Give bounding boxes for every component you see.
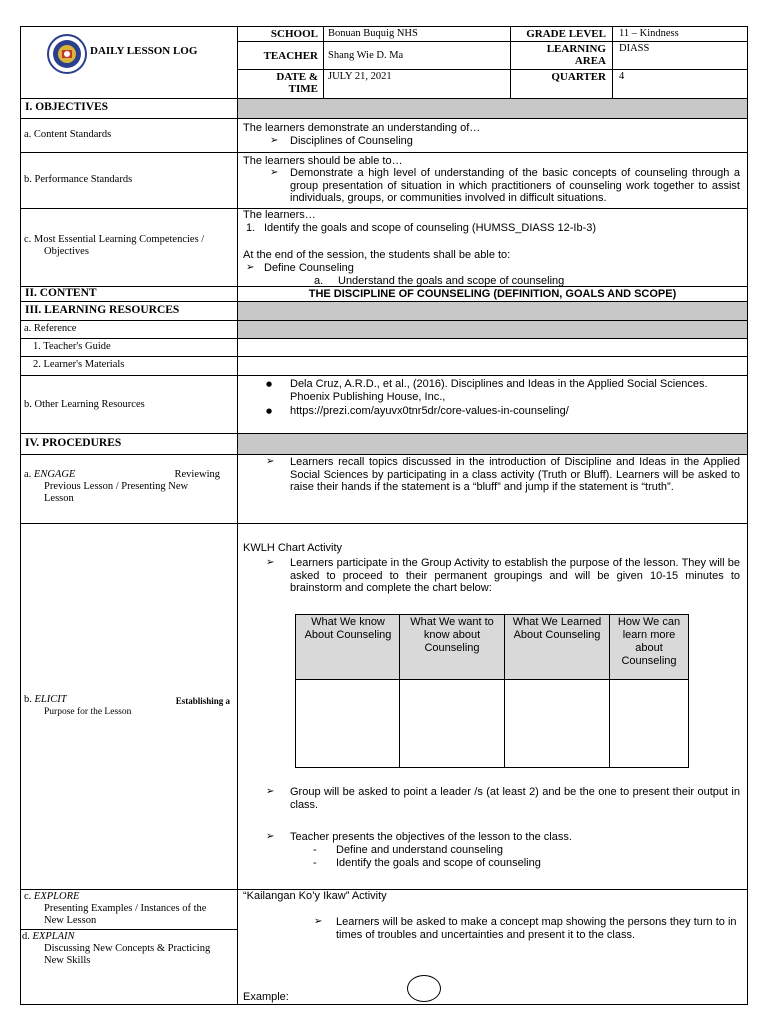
arrow-bullet-icon: ➢	[266, 456, 275, 467]
reference-shade	[237, 320, 747, 338]
explore-desc: Presenting Examples / Instances of the	[44, 903, 207, 914]
arrow-bullet-icon: ➢	[246, 262, 255, 273]
elicit-desc: Establishing a	[175, 696, 230, 706]
explain-label	[22, 931, 210, 967]
content-standards-label: a. Content Standards	[24, 129, 112, 140]
row-line	[20, 320, 748, 321]
engage-desc: Lesson	[44, 493, 74, 504]
content-title: THE DISCIPLINE OF COUNSELING (DEFINITION, GOALS AND SCOPE)	[308, 288, 677, 300]
kwlh-header-want: What We want to know about Counseling	[410, 616, 494, 654]
kwlh-title: KWLH Chart Activity	[243, 542, 343, 554]
table-border-right	[747, 26, 748, 1005]
row-line	[20, 523, 748, 524]
competencies-label-line: Objectives	[44, 246, 89, 257]
arrow-bullet-icon: ➢	[314, 916, 323, 927]
teachers-guide-label: 1. Teacher's Guide	[33, 341, 111, 352]
arrow-bullet-icon: ➢	[266, 831, 275, 842]
table-top-border	[20, 26, 748, 27]
arrow-bullet-icon: ➢	[266, 786, 275, 797]
area-label-line: AREA	[574, 55, 606, 67]
arrow-bullet-icon: ➢	[266, 557, 275, 568]
competency-intro: The learners…	[243, 209, 316, 221]
row-line	[20, 433, 748, 434]
area-value: DIASS	[619, 43, 650, 54]
header-col-line	[323, 26, 324, 99]
row-line	[20, 356, 748, 357]
header-col-line	[510, 26, 511, 99]
row-line	[20, 338, 748, 339]
explore-label	[24, 891, 206, 927]
group-text: Group will be asked to point a leader /s (at least 2) and be the one to present their output in class.	[290, 786, 740, 811]
session-intro: At the end of the session, the students shall be able to:	[243, 249, 511, 261]
elicit-name: ELICIT	[34, 694, 67, 705]
procedures-heading-shade	[237, 434, 747, 454]
kwlh-col-divider	[504, 615, 505, 767]
row-line	[20, 208, 748, 209]
session-sub-item: Understand the goals and scope of counseling	[338, 275, 565, 287]
kwlh-col-divider	[399, 615, 400, 767]
content-heading: II. CONTENT	[25, 287, 97, 299]
elicit-desc: Purpose for the Lesson	[44, 707, 132, 717]
row-line	[20, 1004, 748, 1005]
label-column-divider	[237, 26, 238, 1005]
kwlh-col-divider	[609, 615, 610, 767]
session-sub-marker: a.	[314, 275, 324, 287]
grade-value: 11 – Kindness	[619, 28, 679, 39]
performance-standards-intro: The learners should be able to…	[243, 155, 403, 167]
deped-seal-icon	[47, 34, 87, 74]
area-label	[512, 43, 606, 67]
row-line	[20, 118, 748, 119]
engage-name: ENGAGE	[33, 469, 76, 480]
activity-text: Learners will be asked to make a concept map showing the persons they turn to in times of troubles and uncertainties and present it to the class.	[336, 916, 737, 941]
engage-label	[24, 469, 220, 505]
engage-desc: Reviewing	[174, 469, 220, 480]
explain-name: EXPLAIN	[32, 931, 75, 942]
concept-map-center-node	[407, 975, 441, 1002]
competency-item: Identify the goals and scope of counseling (HUMSS_DIASS 12-Ib-3)	[264, 222, 597, 234]
teacher-label: TEACHER	[263, 50, 318, 62]
row-line	[20, 152, 748, 153]
other-resource-item: https://prezi.com/ayuvx0tnr5dr/core-values-in-counseling/	[290, 405, 569, 417]
procedures-heading: IV. PROCEDURES	[25, 437, 122, 449]
row-line	[20, 454, 748, 455]
explore-prefix: c.	[24, 891, 32, 902]
bullet-icon: ●	[266, 407, 273, 415]
arrow-bullet-icon: ➢	[270, 167, 279, 178]
engage-desc: Previous Lesson / Presenting New	[44, 481, 189, 492]
date-value: JULY 21, 2021	[328, 71, 392, 82]
explain-label-line	[22, 931, 210, 943]
content-standards-item: Disciplines of Counseling	[290, 135, 413, 147]
kwlh-header-how: How We can learn more about Counseling	[617, 616, 681, 667]
elicit-label	[24, 694, 230, 718]
objectives-heading-shade	[237, 99, 747, 118]
table-border-left	[20, 26, 21, 1005]
school-label: SCHOOL	[270, 28, 318, 40]
other-resources-label: b. Other Learning Resources	[24, 399, 145, 410]
explain-desc: New Skills	[44, 955, 91, 966]
header-row-line	[237, 41, 748, 42]
kwlh-chart	[295, 614, 689, 768]
session-item: Define Counseling	[264, 262, 354, 274]
quarter-label: QUARTER	[551, 71, 606, 83]
resources-heading-shade	[237, 302, 747, 320]
elicit-prefix: b.	[24, 694, 32, 705]
area-label-line: LEARNING	[546, 43, 606, 55]
example-label: Example:	[243, 991, 289, 1003]
quarter-value: 4	[619, 71, 625, 82]
resources-heading: III. LEARNING RESOURCES	[25, 304, 180, 316]
explore-label-line	[24, 891, 206, 903]
header-col-line	[612, 26, 613, 99]
teacher-value: Shang Wie D. Ma	[328, 50, 404, 61]
learners-materials-label: 2. Learner's Materials	[33, 359, 125, 370]
objectives-heading: I. OBJECTIVES	[25, 101, 109, 113]
elicit-label-line	[24, 694, 230, 706]
other-resource-item: Dela Cruz, A.R.D., et al., (2016). Disciplines and Ideas in the Applied Social Sciences. Phoenix Publishing House, Inc.,	[290, 378, 708, 403]
grade-label: GRADE LEVEL	[526, 28, 606, 40]
explore-desc: New Lesson	[44, 915, 97, 926]
activity-title: “Kailangan Ko’y Ikaw” Activity	[243, 890, 387, 902]
row-line	[20, 929, 238, 930]
date-label-line: TIME	[288, 83, 318, 95]
explain-desc: Discussing New Concepts & Practicing	[44, 943, 211, 954]
dash-marker: -	[313, 857, 317, 869]
kwlh-header-divider	[296, 679, 688, 680]
arrow-bullet-icon: ➢	[270, 135, 279, 146]
log-title: DAILY LESSON LOG	[90, 45, 198, 57]
explore-name: EXPLORE	[33, 891, 80, 902]
header-row-line	[237, 69, 748, 70]
kwlh-header-learned: What We Learned About Counseling	[512, 616, 602, 641]
engage-text: Learners recall topics discussed in the introduction of Discipline and Ideas in the Applied Social Sciences by participating in a class activity (Truth or Bluff). Learners will be asked to raise their hands if the statement is a “bluff” and jump if the statement is “truth”.	[290, 456, 740, 493]
teacher-sub-item: Define and understand counseling	[336, 844, 503, 856]
row-line	[20, 375, 748, 376]
reference-label: a. Reference	[24, 323, 77, 334]
engage-prefix: a.	[24, 469, 32, 480]
row-line	[20, 98, 748, 99]
competencies-label-line: c. Most Essential Learning Competencies /	[24, 234, 205, 245]
performance-standards-label: b. Performance Standards	[24, 174, 133, 185]
performance-standards-item: Demonstrate a high level of understanding of the basic concepts of counseling through a group presentation of situation in which practitioners of counseling work together to assist individuals, groups, or communities involved in difficult situations.	[290, 167, 740, 204]
dash-marker: -	[313, 844, 317, 856]
competency-number: 1.	[246, 222, 256, 234]
date-label-line: DATE &	[276, 71, 318, 83]
bullet-icon: ●	[266, 380, 273, 388]
competencies-label	[24, 234, 204, 258]
row-line	[20, 301, 748, 302]
teacher-sub-item: Identify the goals and scope of counseling	[336, 857, 541, 869]
kwlh-instruction: Learners participate in the Group Activity to establish the purpose of the lesson. They will be asked to proceed to their permanent groupings and will be given 10-15 minutes to brainstorm and complete the chart below:	[290, 557, 740, 594]
explain-prefix: d.	[22, 931, 30, 942]
school-value: Bonuan Buquig NHS	[328, 28, 418, 39]
logo	[47, 34, 87, 74]
date-label	[238, 71, 318, 95]
engage-label-line	[24, 469, 220, 481]
kwlh-header-know: What We know About Counseling	[304, 616, 392, 641]
content-standards-intro: The learners demonstrate an understanding of…	[243, 122, 481, 134]
teacher-text: Teacher presents the objectives of the lesson to the class.	[290, 831, 572, 843]
